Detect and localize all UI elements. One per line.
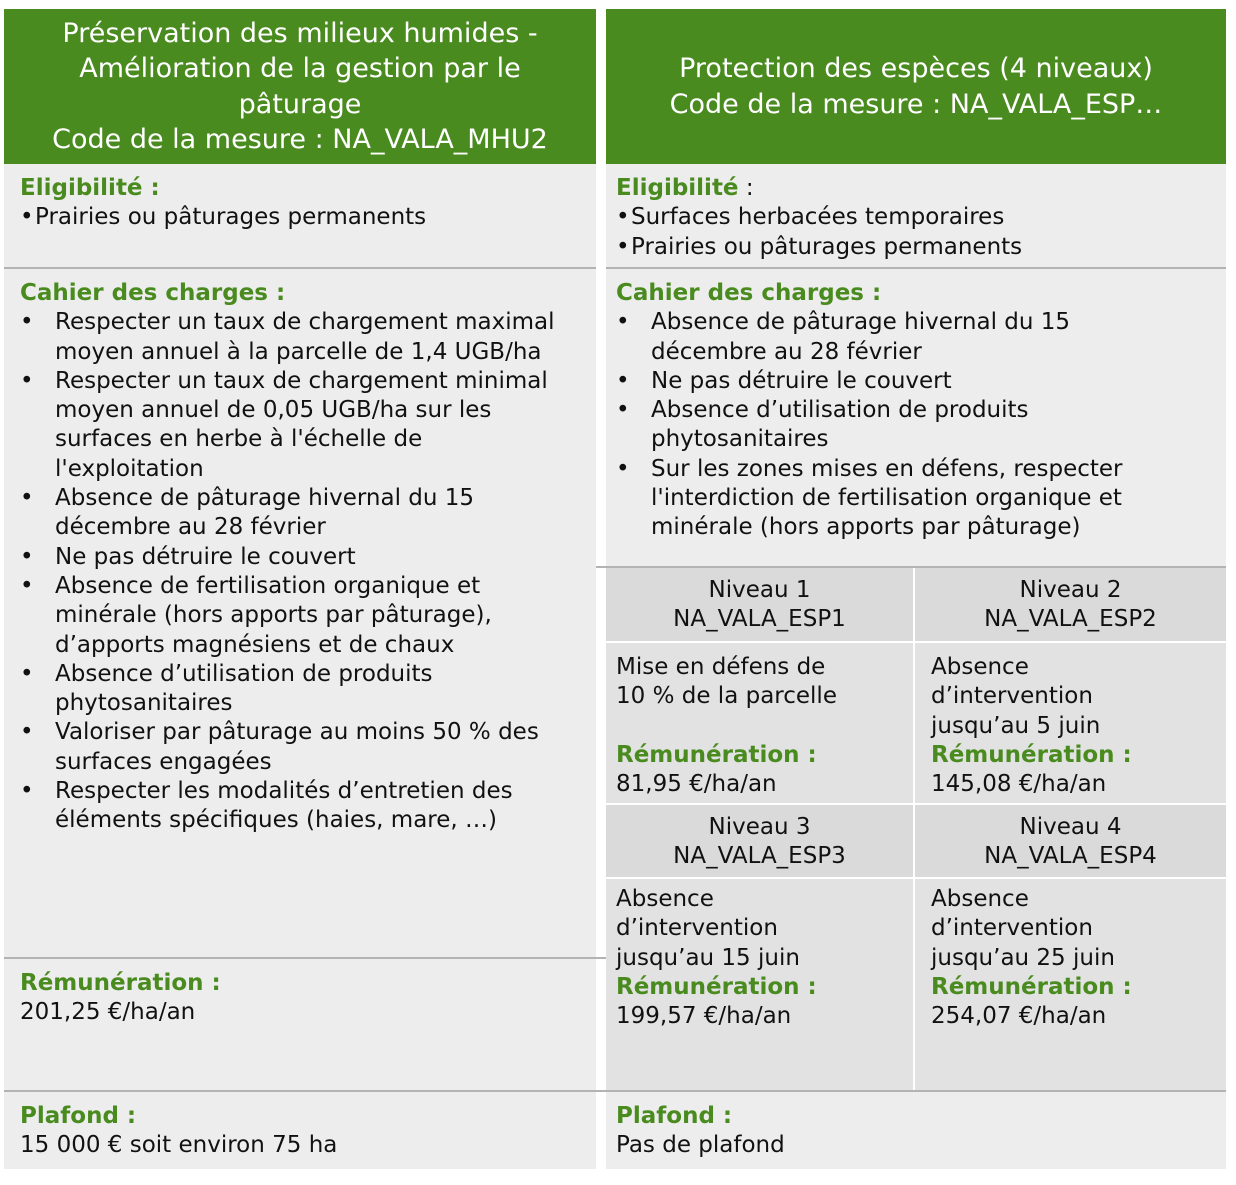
right-ceiling-value: Pas de plafond — [616, 1132, 785, 1159]
left-ceiling-title: Plafond : — [20, 1103, 137, 1129]
left-eligibility-cell — [4, 164, 596, 268]
level-3-header — [606, 805, 913, 877]
right-header-code: Code de la mesure : NA_VALA_ESP… — [669, 88, 1163, 120]
level-desc-line: jusqu’au 25 juin — [931, 944, 1115, 971]
level-1-header — [606, 568, 913, 641]
list-item: • Respecter les modalités d’entretien des éléments spécifiques (haies, mare, …) — [20, 777, 578, 836]
level-4-header — [915, 805, 1226, 877]
level-desc-line: d’intervention — [931, 915, 1093, 942]
level-remuneration-title: Rémunération : — [616, 973, 817, 1000]
level-1-body — [606, 643, 913, 803]
list-item: • Respecter un taux de chargement maximal moyen annuel à la parcelle de 1,4 UGB/ha — [20, 308, 578, 367]
level-desc-line: jusqu’au 15 juin — [616, 944, 800, 971]
right-eligibility-list — [616, 203, 1212, 262]
list-item: • Sur les zones mises en défens, respecter l'interdiction de fertilisation organique et minérale (hors apports par pâturage) — [616, 455, 1182, 543]
left-eligibility-title: Eligibilité : — [20, 175, 160, 201]
left-ceiling-cell — [4, 1092, 596, 1169]
list-item: • Absence d’utilisation de produits phytosanitaires — [20, 660, 578, 719]
level-desc-line: jusqu’au 5 juin — [931, 712, 1101, 739]
right-eligibility-cell — [606, 164, 1226, 268]
level-name: Niveau 2 — [1019, 577, 1122, 603]
right-ceiling-cell — [606, 1092, 1226, 1169]
level-desc-line: 10 % de la parcelle — [616, 683, 837, 710]
level-code: NA_VALA_ESP4 — [984, 843, 1157, 870]
level-remuneration-title: Rémunération : — [931, 973, 1132, 1000]
left-remuneration-cell — [4, 959, 596, 1091]
level-remuneration-value: 199,57 €/ha/an — [616, 1003, 792, 1030]
level-remuneration-title: Rémunération : — [616, 741, 817, 768]
right-ceiling-title: Plafond : — [616, 1103, 733, 1129]
left-ceiling-value: 15 000 € soit environ 75 ha — [20, 1132, 338, 1159]
list-item: • Surfaces herbacées temporaires — [616, 203, 1212, 232]
left-header-line: Préservation des milieux humides - — [62, 17, 538, 49]
left-specs-title: Cahier des charges : — [20, 280, 286, 306]
right-specs-list — [616, 308, 1212, 542]
right-eligibility-heading — [616, 174, 1212, 203]
list-item: • Prairies ou pâturages permanents — [20, 203, 582, 232]
right-eligibility-title: Eligibilité — [616, 175, 739, 201]
list-item: • Absence de pâturage hivernal du 15 décembre au 28 février — [20, 484, 578, 543]
left-header-line: pâturage — [238, 88, 362, 120]
right-header-line: Protection des espèces (4 niveaux) — [679, 53, 1153, 84]
right-header — [606, 9, 1226, 164]
level-desc-line: Absence — [931, 886, 1029, 912]
list-item: • Absence d’utilisation de produits phytosanitaires — [616, 396, 1182, 455]
right-specs-title: Cahier des charges : — [616, 280, 882, 306]
left-remuneration-value: 201,25 €/ha/an — [20, 999, 196, 1026]
left-header — [4, 9, 596, 164]
level-desc-line: Absence — [931, 654, 1029, 680]
left-eligibility-list — [20, 203, 582, 232]
spacer — [616, 712, 899, 741]
level-name: Niveau 4 — [1019, 814, 1122, 840]
level-desc-line: Mise en défens de — [616, 654, 826, 680]
level-remuneration-value: 81,95 €/ha/an — [616, 771, 777, 798]
left-header-code: Code de la mesure : NA_VALA_MHU2 — [52, 124, 548, 155]
list-item: • Absence de pâturage hivernal du 15 décembre au 28 février — [616, 308, 1182, 367]
right-specs-cell — [606, 269, 1226, 566]
left-remuneration-title: Rémunération : — [20, 970, 221, 996]
level-desc-line: d’intervention — [616, 915, 778, 942]
level-code: NA_VALA_ESP1 — [673, 606, 846, 633]
level-desc-line: Absence — [616, 886, 714, 912]
level-desc-line: d’intervention — [931, 683, 1093, 710]
level-3-body — [606, 879, 913, 1090]
level-code: NA_VALA_ESP3 — [673, 843, 846, 870]
left-specs-cell — [4, 269, 596, 958]
level-code: NA_VALA_ESP2 — [984, 606, 1157, 633]
level-remuneration-value: 254,07 €/ha/an — [931, 1003, 1107, 1030]
left-header-line: Amélioration de la gestion par le — [79, 53, 521, 84]
level-4-body — [915, 879, 1226, 1090]
right-eligibility-colon: : — [738, 175, 754, 201]
list-item: • Respecter un taux de chargement minimal moyen annuel de 0,05 UGB/ha sur les surfaces en herbe à l'échelle de l'exploitation — [20, 367, 578, 484]
level-name: Niveau 3 — [708, 814, 811, 840]
level-remuneration-value: 145,08 €/ha/an — [931, 771, 1107, 798]
level-2-header — [915, 568, 1226, 641]
level-remuneration-title: Rémunération : — [931, 741, 1132, 768]
list-item: • Absence de fertilisation organique et minérale (hors apports par pâturage), d’apports magnésiens et de chaux — [20, 572, 578, 660]
list-item: • Ne pas détruire le couvert — [616, 367, 1182, 396]
list-item: • Ne pas détruire le couvert — [20, 543, 578, 572]
list-item: • Valoriser par pâturage au moins 50 % des surfaces engagées — [20, 718, 578, 777]
left-specs-list — [20, 308, 582, 835]
level-2-body — [915, 643, 1226, 803]
level-name: Niveau 1 — [708, 577, 811, 603]
list-item: • Prairies ou pâturages permanents — [616, 233, 1212, 262]
